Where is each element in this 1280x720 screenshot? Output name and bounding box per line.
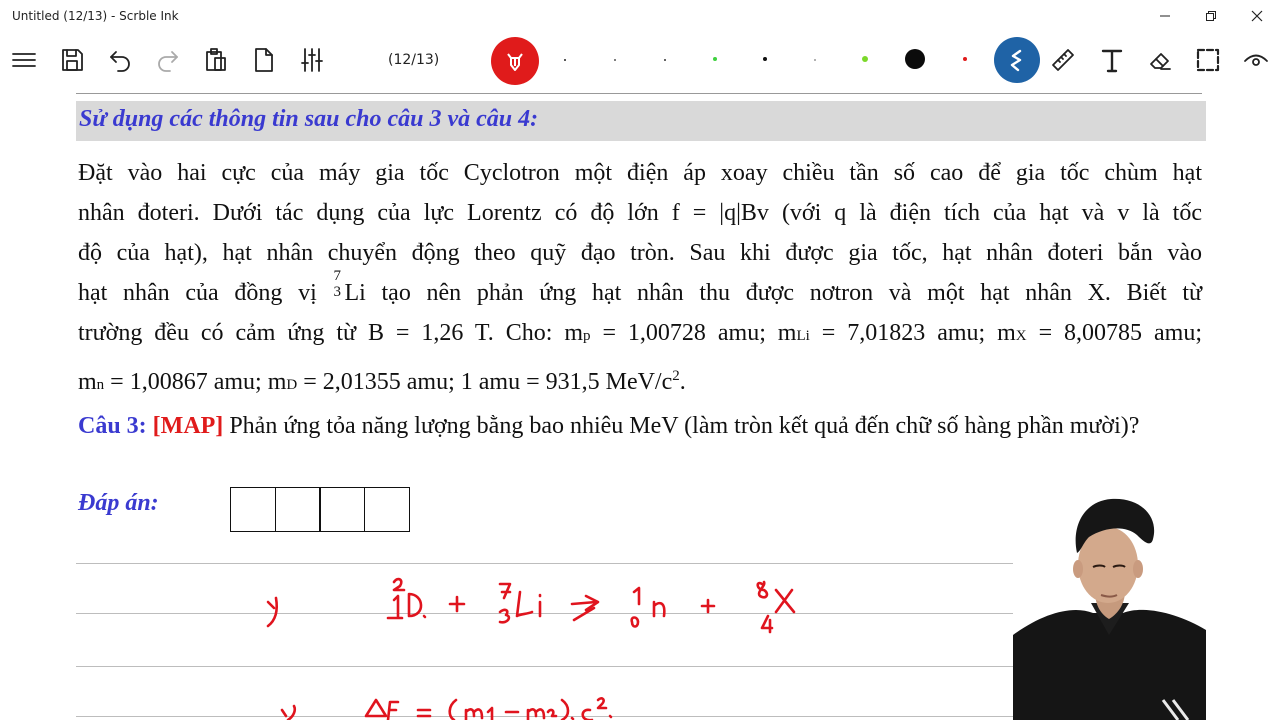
red-pen-button[interactable] [491,37,539,85]
paragraph-line [78,356,1202,405]
subscript: p [583,328,591,344]
text-icon [1099,47,1125,73]
problem-paragraph [78,153,1202,405]
select-button[interactable] [1190,42,1226,78]
ruler-button[interactable] [1045,42,1081,78]
paragraph-text: = 1,00867 amu; m [104,369,287,395]
ruler-icon [1050,47,1076,73]
text-tool-button[interactable] [1094,42,1130,78]
isotope-notation [332,268,344,300]
answer-box [319,487,365,532]
title-bar [0,0,1280,32]
paragraph-text: m [78,369,97,395]
page-counter: (12/13) [388,52,440,68]
pen-size-dot[interactable] [564,59,566,61]
toolbar [0,32,1280,90]
answer-box [275,487,321,532]
paragraph-text: trường đều có cảm ứng từ B = 1,26 T. Cho: m [78,320,584,346]
eraser-button[interactable] [1142,42,1178,78]
paragraph-line [78,268,1202,313]
window-title: Untitled (12/13) - Scrble Ink [12,9,179,23]
paste-button[interactable] [198,42,234,78]
pen-icon [502,48,528,74]
question-3 [78,406,1202,446]
pen-size-dot[interactable] [814,59,816,61]
answer-box [230,487,276,532]
pen-color-dot-lime[interactable] [862,56,868,62]
paragraph-text: Li tạo nên phản ứng hạt nhân thu được nơtron và một hạt nhân X. Biết từ [344,280,1202,306]
pen-color-dot-green[interactable] [713,57,717,61]
close-icon [1251,10,1263,22]
view-button[interactable] [1238,42,1274,78]
menu-icon [11,47,37,73]
question-text: Phản ứng tỏa năng lượng bằng bao nhiêu MeV (làm tròn kết quả đến chữ số hàng phần mười)? [223,413,1140,439]
atomic-number: 3 [333,284,341,300]
answer-boxes [230,487,408,532]
section-header-text: Sử dụng các thông tin sau cho câu 3 và câu 4: [79,106,539,132]
section-header [76,101,1206,141]
paragraph-text: hạt nhân của đồng vị [78,280,333,306]
squiggle-pen-button[interactable] [994,37,1040,83]
page-top-rule [76,93,1202,94]
view-icon [1243,47,1269,73]
ink-energy-equation [282,698,611,720]
pen-color-dot-red[interactable] [963,57,967,61]
paragraph-text: = 7,01823 amu; m [809,320,1016,346]
undo-icon [107,47,133,73]
save-button[interactable] [54,42,90,78]
new-page-button[interactable] [246,42,282,78]
settings-button[interactable] [294,42,330,78]
maximize-button[interactable] [1188,0,1234,32]
question-label: Câu 3: [78,413,147,439]
sliders-icon [299,47,325,73]
superscript: 2 [672,368,680,384]
pen-size-dot[interactable] [664,59,666,61]
pen-size-dot[interactable] [614,59,616,61]
subscript: X [1015,328,1027,344]
subscript: n [96,377,105,393]
menu-button[interactable] [6,42,42,78]
close-button[interactable] [1234,0,1280,32]
new-page-icon [251,47,277,73]
redo-icon [155,47,181,73]
answer-label: Đáp án: [78,490,159,516]
subscript: D [286,377,298,393]
minimize-button[interactable] [1142,0,1188,32]
paragraph-text: . [679,369,686,395]
mass-number: 7 [333,268,341,284]
eraser-icon [1147,47,1173,73]
pen-color-dot-black-large[interactable] [905,49,925,69]
paragraph-text: = 2,01355 amu; 1 amu = 931,5 MeV/c [297,369,673,395]
presenter-image [1013,495,1206,720]
select-icon [1195,47,1221,73]
pen-color-dot-black[interactable] [763,57,767,61]
minimize-icon [1159,10,1171,22]
presenter-webcam [1013,495,1206,720]
paragraph-line [78,313,1202,356]
redo-button[interactable] [150,42,186,78]
squiggle-pen-icon [1004,47,1030,73]
undo-button[interactable] [102,42,138,78]
paragraph-line: nhân đoteri. Dưới tác dụng của lực Lorentz có độ lớn f = |q|Bv (với q là điện tích của hạt và v là tốc [78,200,1202,226]
question-tag: [MAP] [152,413,224,439]
restore-icon [1205,10,1217,22]
paragraph-line: độ của hạt), hạt nhân chuyển động theo quỹ đạo tròn. Sau khi được gia tốc, hạt nhân đoteri bắn vào [78,240,1202,266]
paragraph-text: = 8,00785 amu; [1026,320,1202,346]
paragraph-line: Đặt vào hai cực của máy gia tốc Cyclotron một điện áp xoay chiều tần số cao để gia tốc chùm hạt [78,160,1202,186]
paragraph-text: = 1,00728 amu; m [590,320,797,346]
save-icon [59,47,85,73]
answer-box [364,487,410,532]
subscript: Li [796,328,810,344]
ink-reaction-equation [268,579,794,632]
clipboard-icon [203,47,229,73]
